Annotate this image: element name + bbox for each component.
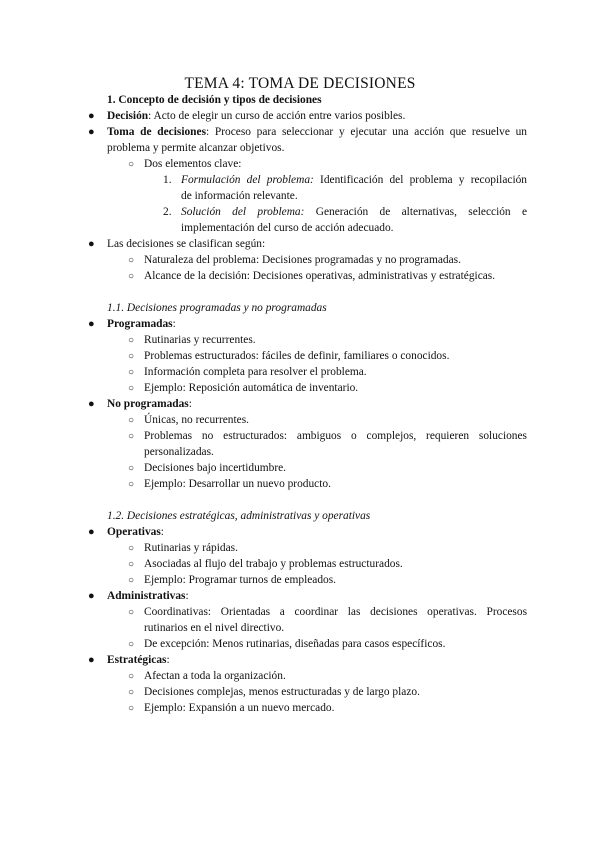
list-item: Problemas no estructurados: ambiguos o complejos, requieren soluciones xyxy=(144,430,527,442)
list-item: Solución del problema: Generación de alternativas, selección e xyxy=(181,206,527,218)
list-item: Naturaleza del problema: Decisiones programadas y no programadas. xyxy=(144,254,461,266)
circle-bullet-icon: ○ xyxy=(128,351,135,362)
list-item: Ejemplo: Programar turnos de empleados. xyxy=(144,574,337,586)
circle-bullet-icon: ○ xyxy=(128,607,135,618)
list-item: Ejemplo: Expansión a un nuevo mercado. xyxy=(144,702,335,714)
list-item: Alcance de la decisión: Decisiones operativas, administrativas y estratégicas. xyxy=(144,270,496,282)
circle-bullet-icon: ○ xyxy=(128,671,135,682)
list-item: No programadas: xyxy=(107,398,192,410)
list-item: Estratégicas: xyxy=(107,654,170,666)
circle-bullet-icon: ○ xyxy=(128,559,135,570)
section-heading-1-2: 1.2. Decisiones estratégicas, administrativas y operativas xyxy=(107,510,371,522)
bullet-icon: ● xyxy=(88,318,95,330)
bullet-icon: ● xyxy=(88,238,95,250)
circle-bullet-icon: ○ xyxy=(128,335,135,346)
bullet-icon: ● xyxy=(88,126,95,138)
list-item: Asociadas al flujo del trabajo y problemas estructurados. xyxy=(144,558,403,570)
list-item-continuation: de información relevante. xyxy=(181,190,298,202)
circle-bullet-icon: ○ xyxy=(128,159,135,170)
page-title: TEMA 4: TOMA DE DECISIONES xyxy=(184,75,416,92)
list-item: Decisiones complejas, menos estructuradas y de largo plazo. xyxy=(144,686,420,698)
list-item: Problemas estructurados: fáciles de definir, familiares o conocidos. xyxy=(144,350,450,362)
list-item: Coordinativas: Orientadas a coordinar las decisiones operativas. Procesos xyxy=(144,606,527,618)
list-item: Ejemplo: Reposición automática de inventario. xyxy=(144,382,359,394)
section-heading-1: 1. Concepto de decisión y tipos de decisiones xyxy=(107,94,322,106)
circle-bullet-icon: ○ xyxy=(128,543,135,554)
list-item: Rutinarias y rápidas. xyxy=(144,542,238,554)
circle-bullet-icon: ○ xyxy=(128,415,135,426)
list-item: Ejemplo: Desarrollar un nuevo producto. xyxy=(144,478,331,490)
bullet-icon: ● xyxy=(88,526,95,538)
list-item: Formulación del problema: Identificación del problema y recopilación xyxy=(181,174,527,186)
circle-bullet-icon: ○ xyxy=(128,479,135,490)
list-item-continuation: rutinarios en el nivel directivo. xyxy=(144,622,285,634)
bullet-icon: ● xyxy=(88,398,95,410)
list-item-continuation: personalizadas. xyxy=(144,446,214,458)
list-item: Rutinarias y recurrentes. xyxy=(144,334,256,346)
bullet-icon: ● xyxy=(88,110,95,122)
list-item: Operativas: xyxy=(107,526,164,538)
circle-bullet-icon: ○ xyxy=(128,367,135,378)
circle-bullet-icon: ○ xyxy=(128,463,135,474)
circle-bullet-icon: ○ xyxy=(128,271,135,282)
list-item: De excepción: Menos rutinarias, diseñadas para casos específicos. xyxy=(144,638,446,650)
bullet-icon: ● xyxy=(88,654,95,666)
list-item: Decisiones bajo incertidumbre. xyxy=(144,462,287,474)
list-item: Las decisiones se clasifican según: xyxy=(107,238,266,250)
section-heading-1-1: 1.1. Decisiones programadas y no programadas xyxy=(107,302,327,314)
list-item-continuation: problema y permite alcanzar objetivos. xyxy=(107,142,285,154)
list-number: 1. xyxy=(163,174,172,186)
circle-bullet-icon: ○ xyxy=(128,703,135,714)
list-item: Afectan a toda la organización. xyxy=(144,670,286,682)
list-item: Dos elementos clave: xyxy=(144,158,242,170)
circle-bullet-icon: ○ xyxy=(128,639,135,650)
circle-bullet-icon: ○ xyxy=(128,383,135,394)
list-item: Información completa para resolver el problema. xyxy=(144,366,367,378)
list-item-continuation: implementación del curso de acción adecuado. xyxy=(181,222,394,234)
list-item: Únicas, no recurrentes. xyxy=(144,414,250,426)
list-item: Decisión: Acto de elegir un curso de acción entre varios posibles. xyxy=(107,110,406,122)
circle-bullet-icon: ○ xyxy=(128,687,135,698)
circle-bullet-icon: ○ xyxy=(128,431,135,442)
list-item: Administrativas: xyxy=(107,590,189,602)
list-item: Toma de decisiones: Proceso para seleccionar y ejecutar una acción que resuelve un xyxy=(107,126,527,138)
list-number: 2. xyxy=(163,206,172,218)
circle-bullet-icon: ○ xyxy=(128,255,135,266)
circle-bullet-icon: ○ xyxy=(128,575,135,586)
list-item: Programadas: xyxy=(107,318,176,330)
bullet-icon: ● xyxy=(88,590,95,602)
